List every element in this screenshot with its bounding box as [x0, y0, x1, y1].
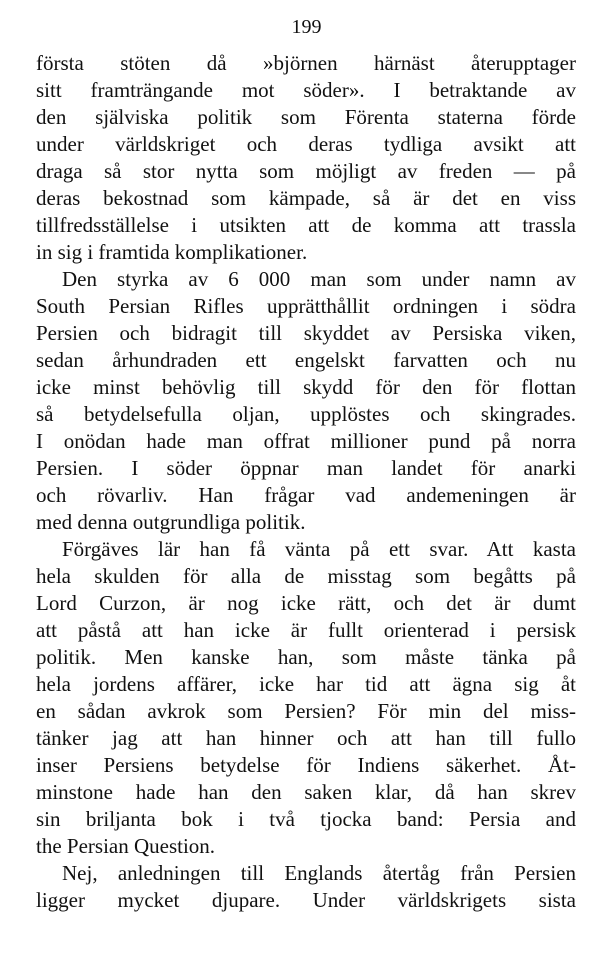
paragraph [36, 50, 576, 266]
text-line: deras bekostnad som kämpade, så är det en viss [36, 186, 576, 210]
text-line: in sig i framtida komplikationer. [36, 240, 308, 264]
text-line: en sådan avkrok som Persien? För min del miss- [36, 699, 576, 723]
paragraph [36, 860, 576, 914]
text-line: att påstå att han icke är fullt orienterad i persisk [36, 618, 576, 642]
text-line: den själviska politik som Förenta staterna förde [36, 105, 576, 129]
text-line: tänker jag att han hinner och att han till fullo [36, 726, 576, 750]
paragraph [36, 536, 576, 860]
body-text [36, 50, 576, 914]
text-line: I onödan hade man offrat millioner pund på norra [36, 429, 576, 453]
text-line: minstone hade han den saken klar, då han skrev [36, 780, 576, 804]
text-line: icke minst behövlig till skydd för den för flottan [36, 375, 576, 399]
text-line: Förgäves lär han få vänta på ett svar. Att kasta [62, 537, 576, 561]
text-line: och rövarliv. Han frågar vad andemeningen är [36, 483, 576, 507]
text-line: Lord Curzon, är nog icke rätt, och det är dumt [36, 591, 576, 615]
text-line: sitt framträngande mot söder». I betraktande av [36, 78, 576, 102]
text-line: draga så stor nytta som möjligt av freden — på [36, 159, 576, 183]
text-line: sin briljanta bok i två tjocka band: Persia and [36, 807, 576, 831]
text-line: under världskriget och deras tydliga avsikt att [36, 132, 576, 156]
text-line: South Persian Rifles upprätthållit ordningen i södra [36, 294, 576, 318]
text-line: första stöten då »björnen härnäst återupptager [36, 51, 576, 75]
text-line: the Persian Question. [36, 834, 216, 858]
text-line: Persien och bidragit till skyddet av Persiska viken, [36, 321, 576, 345]
text-line: Nej, anledningen till Englands återtåg från Persien [62, 861, 576, 885]
text-line: sedan århundraden ett engelskt farvatten och nu [36, 348, 576, 372]
text-line: politik. Men kanske han, som måste tänka på [36, 645, 576, 669]
paragraph [36, 266, 576, 536]
text-line: ligger mycket djupare. Under världskrigets sista [36, 888, 576, 912]
page-number: 199 [291, 16, 322, 38]
text-line: hela skulden för alla de misstag som begåtts på [36, 564, 576, 588]
text-line: Den styrka av 6 000 man som under namn av [62, 267, 576, 291]
text-line: Persien. I söder öppnar man landet för anarki [36, 456, 576, 480]
text-line: hela jordens affärer, icke har tid att ägna sig åt [36, 672, 576, 696]
text-line: med denna outgrundliga politik. [36, 510, 306, 534]
text-line: tillfredsställelse i utsikten att de komma att trassla [36, 213, 576, 237]
text-line: inser Persiens betydelse för Indiens säkerhet. Åt- [36, 753, 576, 777]
text-line: så betydelsefulla oljan, upplöstes och skingrades. [36, 402, 576, 426]
